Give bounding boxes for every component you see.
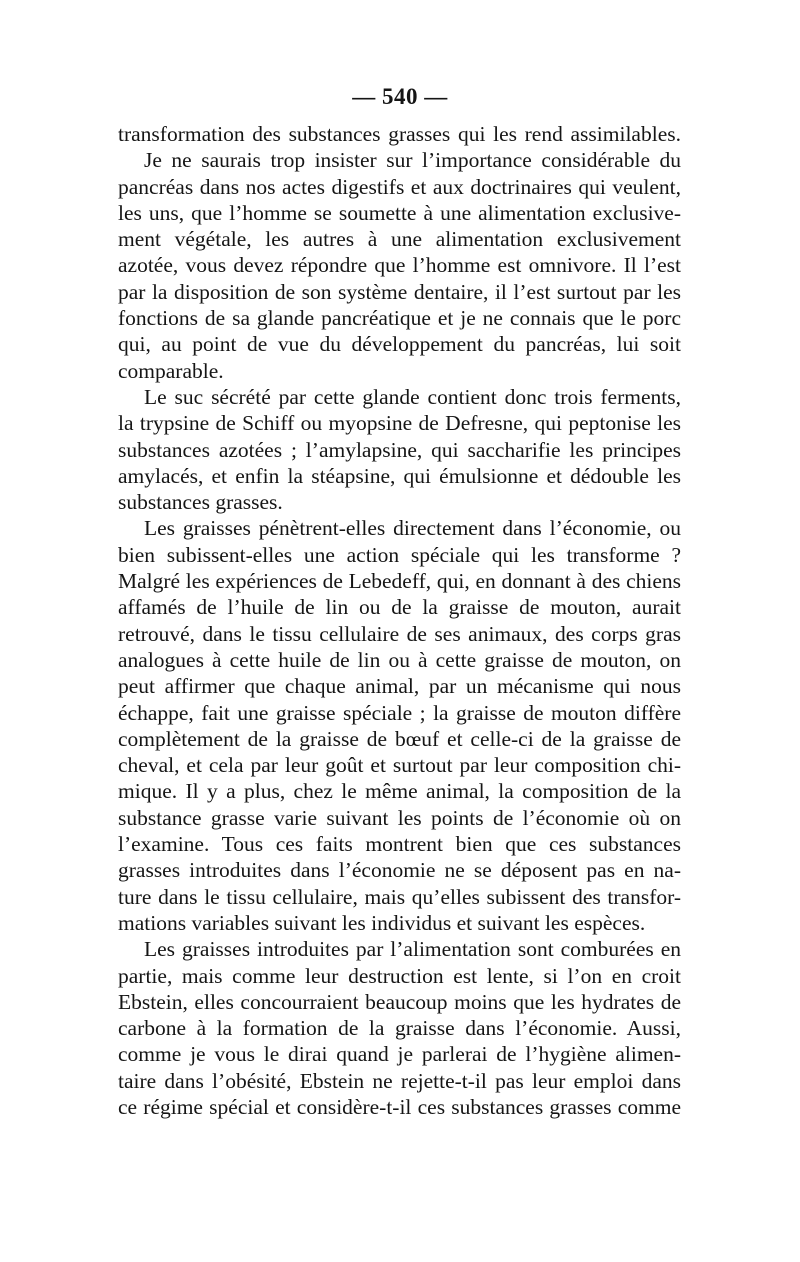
text-line: par la disposition de son système dentaire, il l’est surtout par les [118, 279, 681, 304]
text-line: échappe, fait une graisse spéciale ; la graisse de mouton diffère [118, 700, 681, 725]
text-line: mique. Il y a plus, chez le même animal, la composition de la [118, 779, 681, 804]
text-line: les uns, que l’homme se soumette à une alimentation exclusive- [118, 200, 681, 225]
text-line: fonctions de sa glande pancréatique et je ne connais que le porc [118, 306, 681, 331]
text-line: grasses introduites dans l’économie ne se déposent pas en na- [118, 858, 681, 883]
text-line: azotée, vous devez répondre que l’homme est omnivore. Il l’est [118, 253, 681, 278]
text-line: comme je vous le dirai quand je parlerai de l’hygiène alimen- [118, 1042, 681, 1067]
paragraph-end-line: mations variables suivant les individus et suivant les espèces. [118, 910, 646, 935]
text-line: amylacés, et enfin la stéapsine, qui émulsionne et dédouble les [118, 463, 681, 488]
paragraph-end-line: comparable. [118, 358, 224, 383]
text-line: pancréas dans nos actes digestifs et aux doctrinaires qui veulent, [118, 174, 681, 199]
text-line: cheval, et cela par leur goût et surtout par leur composition chi- [118, 753, 681, 778]
text-line: transformation des substances grasses qui les rend assimilables. [118, 122, 681, 146]
text-line: Ebstein, elles concourraient beaucoup moins que les hydrates de [118, 989, 681, 1014]
text-line: affamés de l’huile de lin ou de la graisse de mouton, aurait [118, 595, 681, 620]
text-line: l’examine. Tous ces faits montrent bien que ces substances [118, 832, 681, 857]
text-line: peut affirmer que chaque animal, par un mécanisme qui nous [118, 674, 681, 699]
text-line: ment végétale, les autres à une alimentation exclusivement [118, 227, 681, 252]
text-line: complètement de la graisse de bœuf et celle-ci de la graisse de [118, 726, 681, 751]
text-line: carbone à la formation de la graisse dans l’économie. Aussi, [118, 1016, 681, 1041]
page-number: — 540 — [352, 84, 448, 109]
text-line: la trypsine de Schiff ou myopsine de Defresne, qui peptonise les [118, 411, 681, 436]
text-line: ture dans le tissu cellulaire, mais qu’elles subissent des transfor- [118, 884, 681, 909]
text-line: taire dans l’obésité, Ebstein ne rejette-t-il pas leur emploi dans [118, 1068, 681, 1093]
text-line: ce régime spécial et considère-t-il ces substances grasses comme [118, 1094, 681, 1119]
paragraph-start-line: Le suc sécrété par cette glande contient donc trois ferments, [144, 384, 681, 409]
text-line: analogues à cette huile de lin ou à cette graisse de mouton, on [118, 647, 681, 672]
text-line: qui, au point de vue du développement du pancréas, lui soit [118, 332, 681, 357]
text-line: substance grasse varie suivant les points de l’économie où on [118, 805, 681, 830]
paragraph-end-line: substances grasses. [118, 490, 283, 515]
body-text [118, 121, 681, 1120]
text-line: bien subissent-elles une action spéciale qui les transforme ? [118, 542, 681, 567]
text-line: retrouvé, dans le tissu cellulaire de ses animaux, des corps gras [118, 621, 681, 646]
text-line: partie, mais comme leur destruction est lente, si l’on en croit [118, 963, 681, 988]
text-line: substances azotées ; l’amylapsine, qui saccharifie les principes [118, 437, 681, 462]
paragraph-start-line: Je ne saurais trop insister sur l’importance considérable du [144, 148, 681, 173]
paragraph-start-line: Les graisses pénètrent-elles directement dans l’économie, ou [144, 516, 681, 541]
text-line: Malgré les expériences de Lebedeff, qui, en donnant à des chiens [118, 569, 681, 594]
paragraph-start-line: Les graisses introduites par l’alimentation sont comburées en [144, 937, 681, 962]
